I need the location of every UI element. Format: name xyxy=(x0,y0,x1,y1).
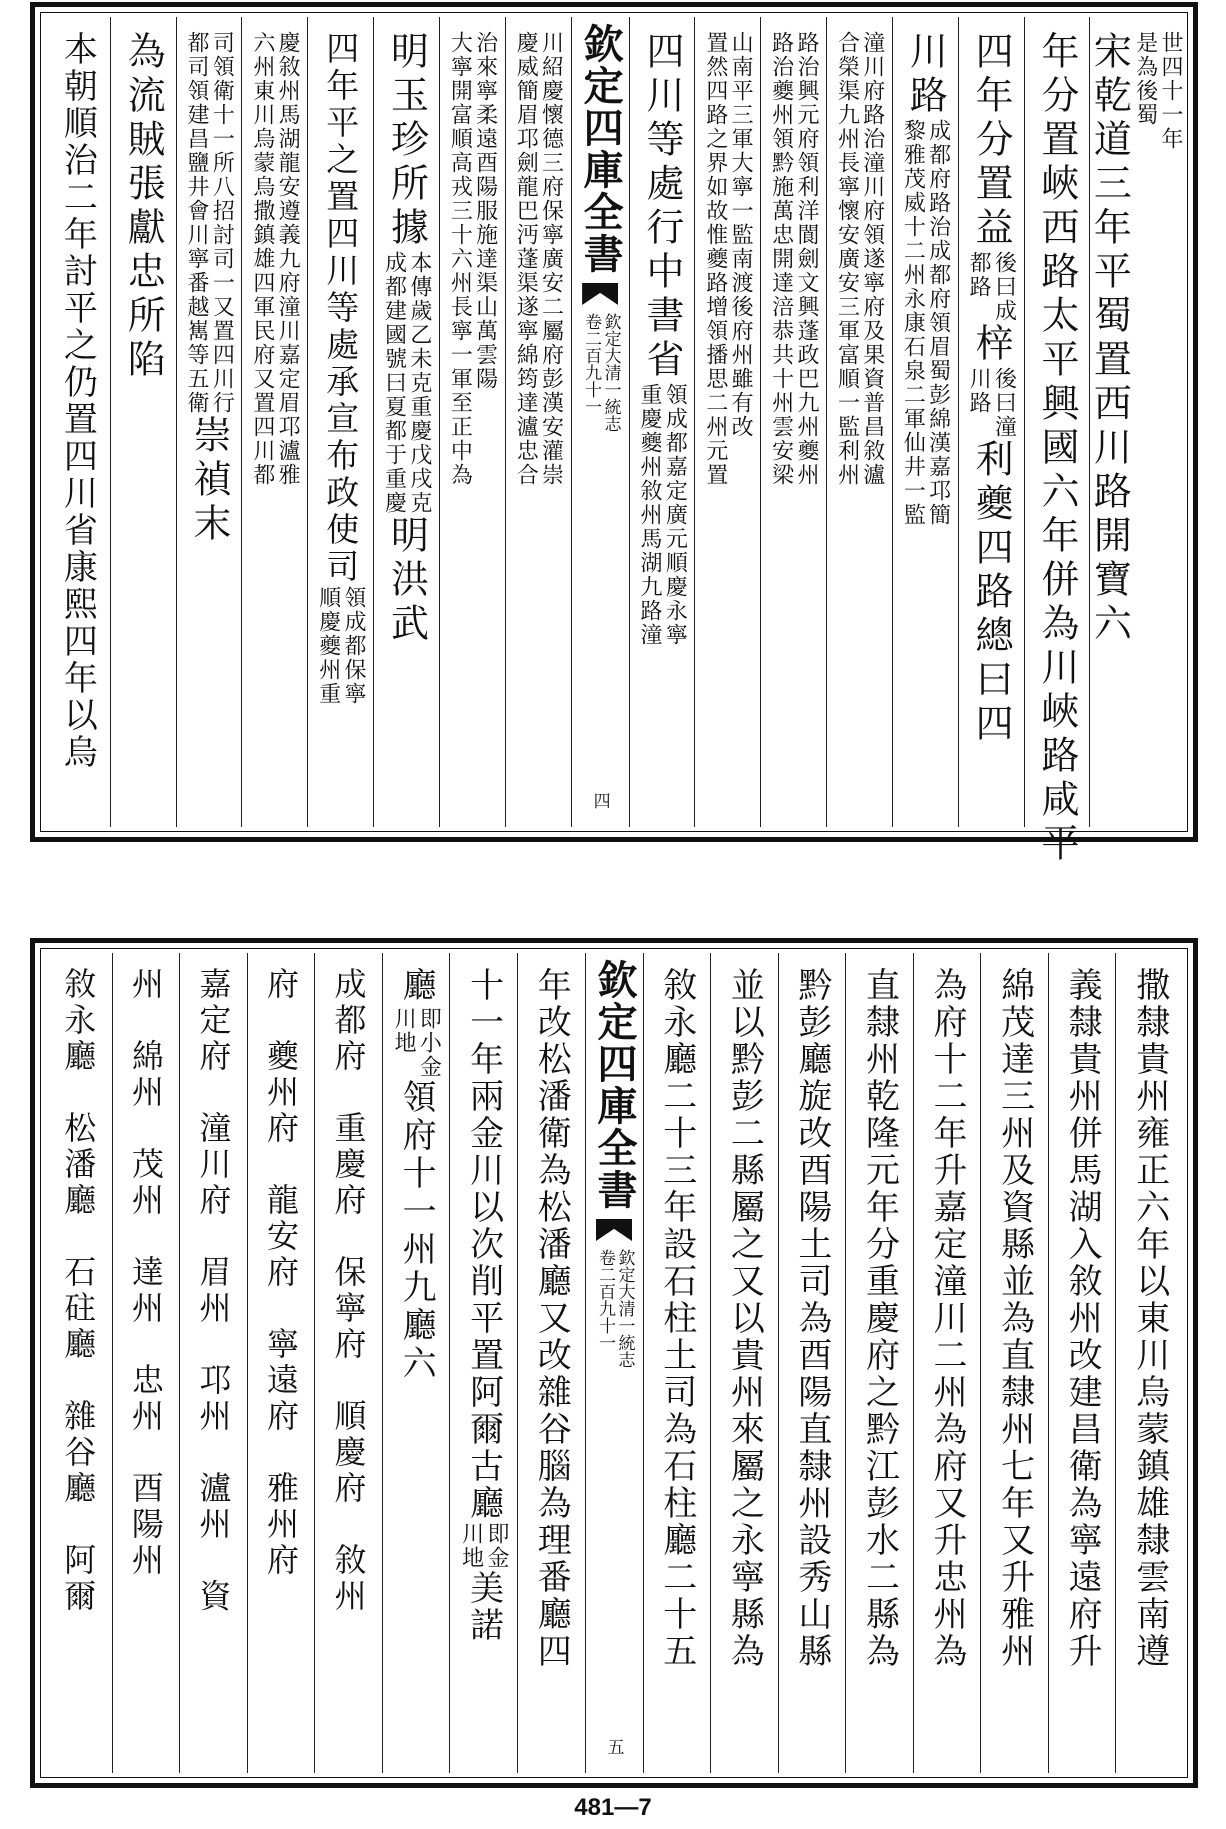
main-text: 為流賊張獻忠所陷 xyxy=(121,31,166,383)
annotation-note: 後曰成 都路 xyxy=(966,251,1017,323)
annotation-note: 本傳歲乙未克重慶戊戌克 成都建國號曰夏都于重慶 xyxy=(381,251,432,515)
main-text: 本朝順治二年討平之仍置四川省康熙四年以烏 xyxy=(57,31,98,771)
text-column xyxy=(45,953,112,1773)
book-title: 欽定四庫全書 xyxy=(591,959,638,1211)
main-text: 黔彭廳旋改酉陽土司為酉陽直隸州設秀山縣 xyxy=(791,967,832,1670)
main-text: 川路 xyxy=(903,31,948,119)
text-column xyxy=(694,17,760,827)
text-column xyxy=(629,17,695,827)
annotation-note: 後曰潼 川路 xyxy=(966,367,1017,439)
annotation-note: 世四十一年 是為後蜀 xyxy=(1132,31,1183,151)
main-text: 年改松潘衛為松潘廳又改雜谷腦為理番廳四 xyxy=(531,967,572,1670)
bottom-page xyxy=(30,938,1198,1788)
main-text: 利夔四路總曰四 xyxy=(969,439,1014,747)
text-column xyxy=(307,17,373,827)
annotation-note: 領成都嘉定廣元順慶永寧 重慶夔州敘州馬湖九路潼 xyxy=(637,383,688,647)
main-text: 直隸州乾隆元年分重慶府之黔江彭水二縣為 xyxy=(859,967,900,1670)
annotation-note: 慶敘州馬湖龍安遵義九府潼川嘉定眉邛瀘雅 六州東川烏蒙烏撒鎮雄四軍民府又置四川都 xyxy=(249,31,301,487)
text-column xyxy=(1115,953,1183,1773)
main-text: 明玉珍所據 xyxy=(384,31,429,251)
folio-number: 四 xyxy=(589,792,610,809)
text-column xyxy=(314,953,382,1773)
text-column xyxy=(382,953,450,1773)
volume-label: 欽定大清一統志 卷二百九十一 xyxy=(595,1249,635,1368)
text-column xyxy=(980,953,1048,1773)
text-column xyxy=(760,17,826,827)
main-text: 敘永廳二十三年設石柱土司為石柱廳二十五 xyxy=(656,967,697,1670)
main-text: 廳 xyxy=(396,967,437,1007)
text-column xyxy=(439,17,505,827)
text-column xyxy=(1024,17,1090,867)
annotation-note: 川紹慶懷德三府保寧廣安二屬府彭漢安灌崇 慶威簡眉邛劍龍巴沔蓬渠遂寧綿筠達瀘忠合 xyxy=(513,31,564,487)
text-column xyxy=(778,953,846,1773)
text-column xyxy=(241,17,307,827)
annotation-note: 即金 川地 xyxy=(458,1522,509,1570)
text-column xyxy=(449,953,517,1773)
page-number: 481—7 xyxy=(574,1794,652,1821)
text-column xyxy=(845,953,913,1773)
annotation-note: 成都府路治成都府領眉蜀彭綿漢嘉邛簡 黎雅茂威十二州永康石泉二軍仙井一監 xyxy=(900,119,951,527)
main-text: 州 綿州 茂州 達州 忠州 酉陽州 xyxy=(126,967,165,1579)
main-text: 撒隸貴州雍正六年以東川烏蒙鎮雄隸雲南遵 xyxy=(1129,967,1170,1670)
center-gutter xyxy=(571,17,629,827)
annotation-note: 潼川府路治潼川府領遂寧府及果資普昌敘瀘 合榮渠九州長寧懷安廣安三軍富順一監利州 xyxy=(834,31,885,487)
top-page xyxy=(30,2,1198,867)
annotation-note: 治來寧柔遠酉陽服施達渠山萬雲陽 大寧開富順高戎三十六州長寧一軍至正中為 xyxy=(447,31,498,487)
book-title: 欽定四庫全書 xyxy=(577,23,625,275)
annotation-note: 山南平三軍大寧一監南渡後府州雖有改 置然四路之界如故惟夔路增領播思二州元置 xyxy=(702,31,754,487)
main-text: 嘉定府 潼川府 眉州 邛州 瀘州 資 xyxy=(194,967,233,1615)
text-column xyxy=(1048,953,1116,1773)
annotation-note: 領成都保寧 順慶夔州重 xyxy=(315,586,366,706)
top-columns xyxy=(45,17,1183,867)
annotation-note: 路治興元府領利洋閬劍文興蓬政巴九州夔州 路治夔州領黔施萬忠開達涪恭共十州雲安梁 xyxy=(768,31,819,487)
text-column xyxy=(892,17,958,827)
main-text: 成都府 重慶府 保寧府 順慶府 敘州 xyxy=(329,967,368,1615)
text-column xyxy=(110,17,176,827)
bottom-columns xyxy=(45,953,1183,1773)
main-text: 領府十一州九廳六 xyxy=(396,1079,437,1383)
text-column xyxy=(826,17,892,827)
main-text: 並以黔彭二縣屬之又以貴州來屬之永寧縣為 xyxy=(724,967,765,1670)
main-text: 年分置峽西路太平興國六年併為川峽路咸平 xyxy=(1034,31,1079,867)
text-column xyxy=(517,953,585,1773)
main-text: 義隸貴州併馬湖入敘州改建昌衛為寧遠府升 xyxy=(1062,967,1103,1670)
text-column xyxy=(710,953,778,1773)
volume-label: 欽定大清一統志 卷二百九十一 xyxy=(581,313,621,432)
main-text: 綿茂達三州及資縣並為直隸州七年又升雅州 xyxy=(994,967,1035,1670)
main-text: 明洪武 xyxy=(384,515,429,647)
text-column xyxy=(112,953,180,1773)
text-column xyxy=(643,953,711,1773)
main-text: 敘永廳 松潘廳 石砫廳 雜谷廳 阿爾 xyxy=(59,967,98,1615)
center-gutter xyxy=(585,953,643,1773)
text-column xyxy=(958,17,1024,827)
main-text: 為府十二年升嘉定潼川二州為府又升忠州為 xyxy=(927,967,968,1670)
text-column xyxy=(179,953,247,1773)
annotation-note: 司領衛十一所八招討司一又置四川行 都司領建昌鹽井會川寧番越嶲等五衛 xyxy=(184,31,235,415)
main-text: 梓 xyxy=(969,323,1014,367)
text-column xyxy=(373,17,439,827)
text-column xyxy=(45,17,110,827)
main-text: 四川等處行中書省 xyxy=(640,31,685,383)
text-column xyxy=(913,953,981,1773)
main-text: 府 夔州府 龍安府 寧遠府 雅州府 xyxy=(261,967,300,1579)
folio-number: 五 xyxy=(603,1738,624,1755)
fishtail-ornament xyxy=(596,1219,632,1241)
main-text: 美諾 xyxy=(463,1570,504,1644)
main-text: 十一年兩金川以次削平置阿爾古廳 xyxy=(463,967,504,1522)
column-content xyxy=(1087,31,1183,647)
text-column xyxy=(176,17,242,827)
annotation-note: 即小金 川地 xyxy=(391,1007,442,1079)
main-text: 崇禎末 xyxy=(187,415,232,547)
text-column xyxy=(247,953,315,1773)
text-column xyxy=(505,17,571,827)
main-text: 四年平之置四川等處承宣布政使司 xyxy=(321,31,361,586)
fishtail-ornament xyxy=(582,283,618,305)
text-column xyxy=(1089,17,1183,827)
main-text: 四年分置益 xyxy=(969,31,1014,251)
main-text: 宋乾道三年平蜀置西川路開寶六 xyxy=(1087,31,1132,647)
column-content xyxy=(966,31,1017,747)
